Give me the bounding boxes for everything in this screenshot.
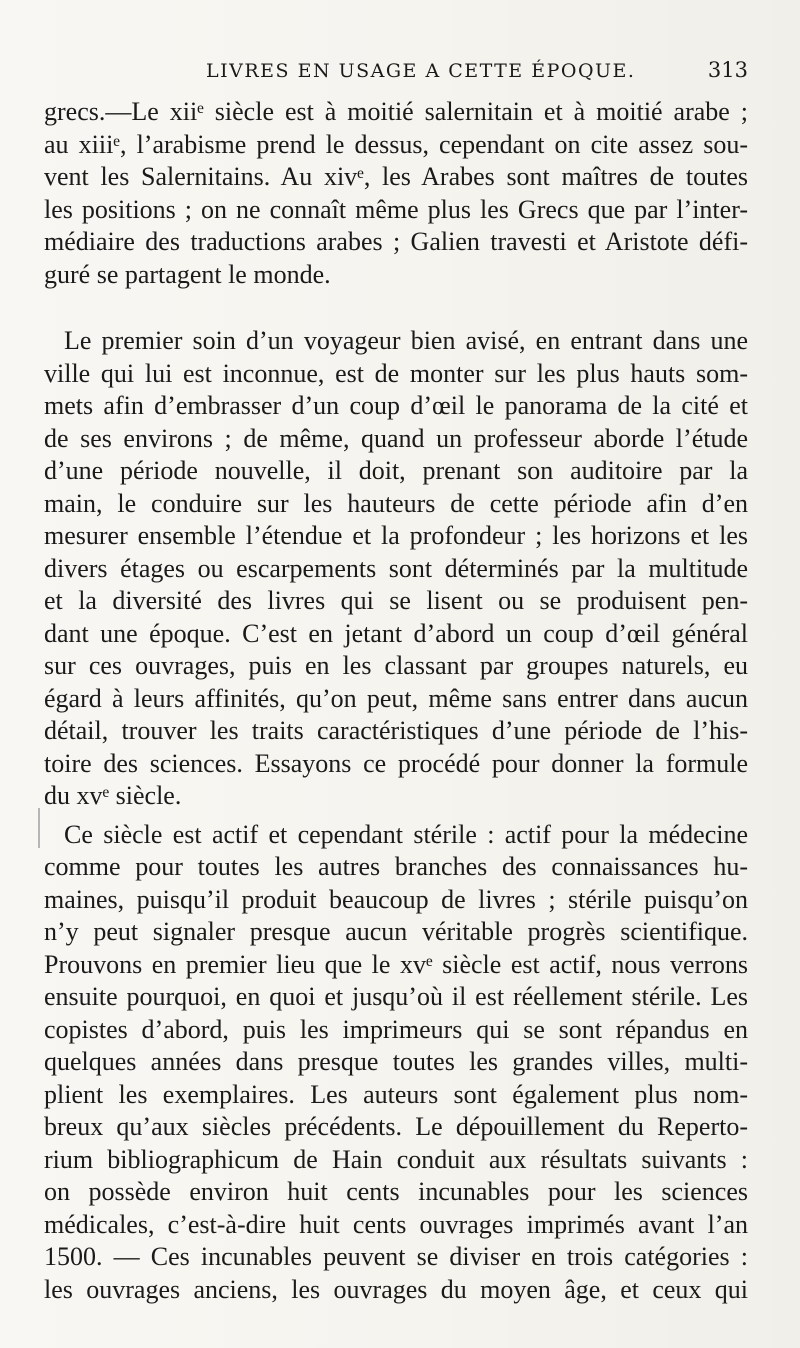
text-line: d’une période nouvelle, il doit, prenant son auditoire par la xyxy=(44,456,748,485)
text-line: ville qui lui est inconnue, est de monter sur les plus hauts som- xyxy=(44,358,748,388)
text-line: rium bibliographicum de Hain conduit aux résultats suivants : xyxy=(44,1144,748,1174)
text-line: breux qu’aux siècles précédents. Le dépouillement du Reperto- xyxy=(44,1112,748,1141)
text-line: grecs.—Le xiiᵉ siècle est à moitié salernitain et à moitié arabe ; xyxy=(44,97,748,126)
running-head-title: LIVRES EN USAGE A CETTE ÉPOQUE. xyxy=(206,60,636,82)
text-line: Ce siècle est actif et cependant stérile : actif pour la médecine xyxy=(64,819,748,849)
paragraph-gap xyxy=(44,291,748,325)
body-text xyxy=(44,96,748,1306)
page-number: 313 xyxy=(707,58,748,82)
text-line: au xiiiᵉ, l’arabisme prend le dessus, cependant on cite assez sou- xyxy=(44,129,748,159)
text-line: détail, trouver les traits caractéristiques d’une période de l’his- xyxy=(44,716,748,745)
text-line: quelques années dans presque toutes les grandes villes, multi- xyxy=(44,1047,748,1076)
text-line: main, le conduire sur les hauteurs de cette période afin d’en xyxy=(44,488,748,518)
text-line: et la diversité des livres qui se lisent ou se produisent pen- xyxy=(44,586,748,615)
text-line: vent les Salernitains. Au xivᵉ, les Arabes sont maîtres de toutes xyxy=(44,162,748,191)
text-line: médiaire des traductions arabes ; Galien travesti et Aristote défi- xyxy=(44,227,748,256)
text-line: mesurer ensemble l’étendue et la profondeur ; les horizons et les xyxy=(44,521,748,550)
text-line: Le premier soin d’un voyageur bien avisé, en entrant dans une xyxy=(64,326,748,355)
text-line: on possède environ huit cents incunables pour les sciences xyxy=(44,1177,748,1206)
text-line: n’y peut signaler presque aucun véritable progrès scientifique. xyxy=(44,917,748,946)
text-line: mets afin d’embrasser d’un coup d’œil le panorama de la cité et xyxy=(44,391,748,420)
text-line: comme pour toutes les autres branches des connaissances hu- xyxy=(44,852,748,881)
text-line: plient les exemplaires. Les auteurs sont également plus nom- xyxy=(44,1079,748,1109)
text-line: médicales, c’est-à-dire huit cents ouvrages imprimés avant l’an xyxy=(44,1209,748,1239)
text-line: toire des sciences. Essayons ce procédé pour donner la formule xyxy=(44,748,748,778)
text-line: maines, puisqu’il produit beaucoup de livres ; stérile puisqu’on xyxy=(44,884,748,914)
text-line: du xvᵉ siècle. xyxy=(44,781,182,810)
text-line: égard à leurs affinités, qu’on peut, même sans entrer dans aucun xyxy=(44,683,748,713)
text-line: 1500. — Ces incunables peuvent se diviser en trois catégories : xyxy=(44,1242,748,1271)
text-line: guré se partagent le monde. xyxy=(44,259,331,289)
text-line: sur ces ouvrages, puis en les classant par groupes naturels, eu xyxy=(44,651,748,680)
text-line: divers étages ou escarpements sont déterminés par la multitude xyxy=(44,553,748,583)
text-line: les positions ; on ne connaît même plus les Grecs que par l’inter- xyxy=(44,194,748,224)
running-head xyxy=(44,58,756,88)
text-line: Prouvons en premier lieu que le xvᵉ siècle est actif, nous verrons xyxy=(44,949,748,979)
text-line: de ses environs ; de même, quand un professeur aborde l’étude xyxy=(44,423,748,453)
text-line: ensuite pourquoi, en quoi et jusqu’où il est réellement stérile. Les xyxy=(44,982,748,1011)
text-line: dant une époque. C’est en jetant d’abord un coup d’œil général xyxy=(44,618,748,648)
text-line: copistes d’abord, puis les imprimeurs qui se sont répandus en xyxy=(44,1014,748,1044)
text-line: les ouvrages anciens, les ouvrages du moyen âge, et ceux qui xyxy=(44,1274,748,1304)
